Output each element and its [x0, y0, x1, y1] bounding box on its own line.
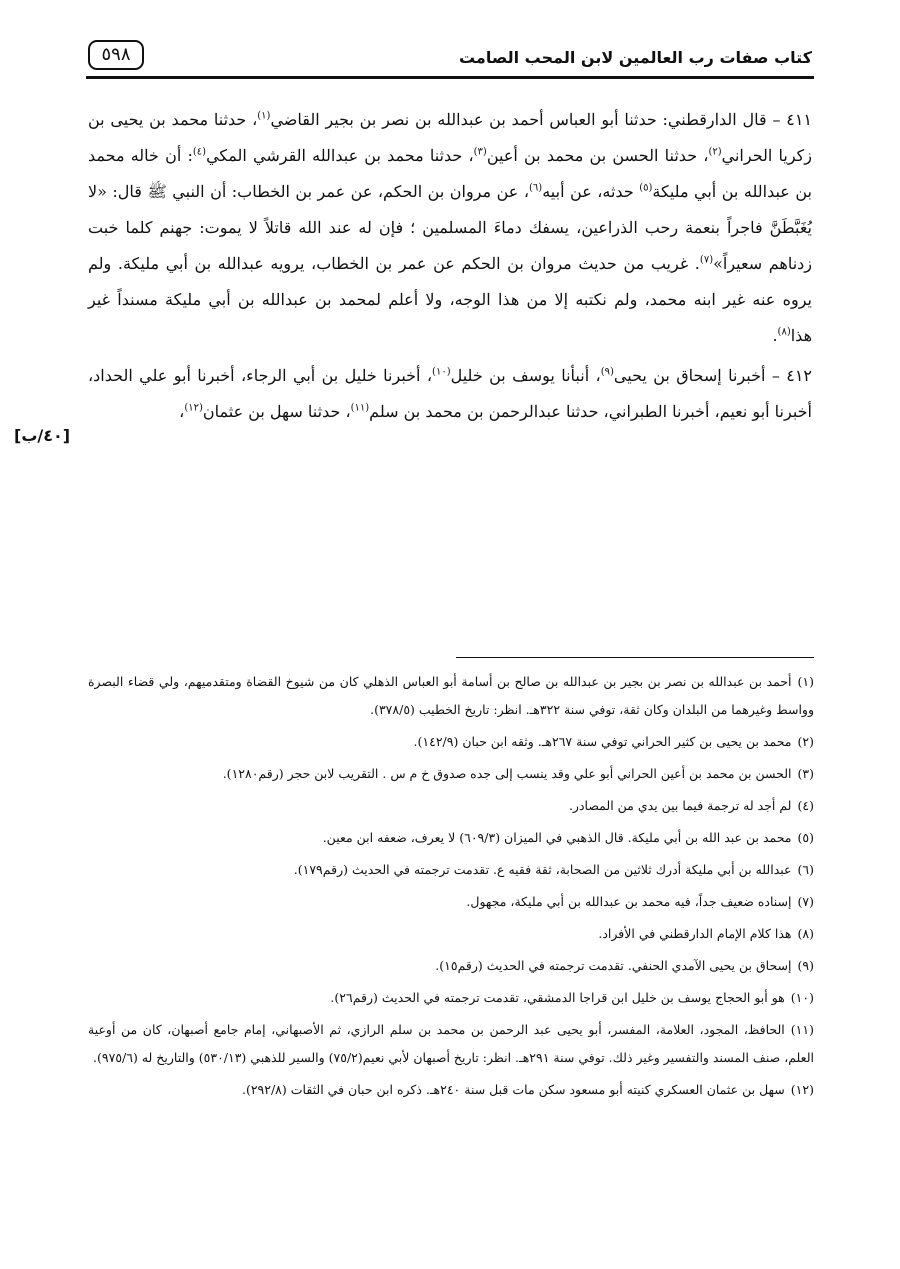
footnote-number: (٢)	[797, 734, 814, 749]
footnote-item	[88, 920, 814, 948]
text-segment: ، حدثنا محمد بن يحيى بن زكريا الحراني	[88, 110, 813, 165]
footnote-separator	[456, 657, 814, 658]
text-segment: ٤١١ – قال الدارقطني: حدثنا أبو العباس أحمد بن عبدالله بن نصر بن بجير القاضي	[270, 110, 813, 129]
footnote-text: إسناده ضعيف جداً، فيه محمد بن عبدالله بن أبي مليكة، مجهول.	[466, 894, 792, 909]
footnote-number: (٧)	[797, 894, 814, 909]
footnote-text: سهل بن عثمان العسكري كنيته أبو مسعود سكن مات قبل سنة ٢٤٠هـ. ذكره ابن حبان في الثقات (٢٩٢/٨).	[241, 1082, 785, 1097]
footnote-number: (١١)	[790, 1022, 814, 1037]
footnote-item	[88, 668, 814, 724]
text-segment: ٤١٢ – أخبرنا إسحاق بن يحيى	[613, 366, 813, 385]
footnote-item	[88, 1076, 814, 1104]
text-segment: .	[772, 326, 778, 345]
footnote-marker[interactable]: (١)	[257, 110, 271, 122]
page-header	[88, 40, 812, 74]
footnote-marker[interactable]: (٧)	[699, 254, 714, 266]
footnote-number: (٦)	[797, 862, 814, 877]
text-segment: ،	[179, 402, 185, 421]
footnote-text: هذا كلام الإمام الدارقطني في الأفراد.	[598, 926, 792, 941]
footnotes	[88, 668, 814, 1108]
book-title: كتاب صفات رب العالمين لابن المحب الصامت	[458, 48, 812, 67]
text-segment: ، عن مروان بن الحكم، عن عمر بن الخطاب: أن النبي ﷺ قال: «لا يُغَبَّطَنَّ فاجراً بنعمة رحب الذراعين، يسفك دماءَ المسلمين ؛ فإن له عند الله قاتلاً لا يموت: جهنم كلما خبت زدناهم سعيراً»	[88, 182, 812, 273]
footnote-number: (١)	[797, 674, 814, 689]
footnote-text: محمد بن يحيى بن كثير الحراني توفي سنة ٢٦٧هـ. وثقه ابن حبان (١٤٢/٩).	[413, 734, 792, 749]
footnote-text: أحمد بن عبدالله بن نصر بن بجير بن عبدالله بن صالح بن أسامة أبو العباس الذهلي كان من شيوخ القضاة ومتقدميهم، ولي قضاء البصرة وواسط وغيرهما من البلدان وكان ثقة، توفي سنة ٣٢٢هـ. انظر: تاريخ الخطيب (٣٧٨/٥).	[88, 674, 814, 717]
footnote-number: (٤)	[797, 798, 814, 813]
main-text	[88, 102, 812, 430]
footnote-text: هو أبو الحجاج يوسف بن خليل ابن قراجا الدمشقي، تقدمت ترجمته في الحديث (رقم٢٦).	[330, 990, 785, 1005]
text-segment: ، حدثنا الحسن بن محمد بن أعين	[486, 146, 709, 165]
hadith-paragraph	[88, 358, 812, 430]
footnote-item	[88, 984, 814, 1012]
footnote-text: لم أجد له ترجمة فيما بين يدي من المصادر.	[568, 798, 792, 813]
text-segment: . غريب من حديث مروان بن الحكم عن عمر بن الخطاب، يرويه عبدالله بن أبي مليكة. ولم يروه عنه غير ابنه محمد، ولم نكتبه إلا من هذا الوجه، ولا أعلم لمحمد بن عبدالله بن أبي مليكة مسنداً غير هذا	[88, 254, 813, 345]
footnote-marker[interactable]: (١٢)	[184, 402, 203, 414]
footnote-item	[88, 856, 814, 884]
footnote-number: (٣)	[797, 766, 814, 781]
text-segment: ، أخبرنا خليل بن أبي الرجاء، أخبرنا أبو علي الحداد، أخبرنا أبو نعيم، أخبرنا الطبراني، حدثنا عبدالرحمن بن محمد بن سلم	[88, 366, 812, 421]
text-segment: حدثه، عن أبيه	[542, 182, 640, 201]
header-rule	[86, 76, 814, 79]
footnote-item	[88, 728, 814, 756]
footnote-item	[88, 760, 814, 788]
footnote-text: الحافظ، المجود، العلامة، المفسر، أبو يحيى عبد الرحمن بن محمد بن سلم الرازي، ثم الأصبهاني، إمام جامع أصبهان، كان من أوعية العلم، صنف المسند والتفسير وغير ذلك. توفي سنة ٢٩١هـ. انظر: تاريخ أصبهان لأبي نعيم(٧٥/٢) والسير للذهبي (٥٣٠/١٣) والتاريخ له (٩٧٥/٦).	[88, 1022, 814, 1065]
footnote-number: (١٠)	[790, 990, 814, 1005]
footnote-marker[interactable]: (١٠)	[432, 366, 451, 378]
footnote-item	[88, 952, 814, 980]
footnote-marker[interactable]: (١١)	[350, 402, 370, 414]
manuscript-folio-note: [٤٠/ب]	[14, 426, 71, 445]
footnote-text: الحسن بن محمد بن أعين الحراني أبو علي وقد ينسب إلى جده صدوق خ م س . التقريب لابن حجر (رقم١٢٨٠).	[222, 766, 792, 781]
footnote-marker[interactable]: (٤)	[192, 146, 207, 158]
footnote-marker[interactable]: (٨)	[777, 326, 791, 338]
text-segment: ، حدثنا محمد بن عبدالله القرشي المكي	[206, 146, 474, 165]
footnote-marker[interactable]: (٥)	[639, 182, 653, 194]
footnote-number: (٩)	[797, 958, 814, 973]
page-number-box: ٥٩٨	[88, 40, 144, 70]
footnote-text: إسحاق بن يحيى الآمدي الحنفي. تقدمت ترجمته في الحديث (رقم١٥).	[435, 958, 792, 973]
footnote-number: (١٢)	[790, 1082, 814, 1097]
footnote-item	[88, 792, 814, 820]
footnote-text: محمد بن عبد الله بن أبي مليكة. قال الذهبي في الميزان (٦٠٩/٣) لا يعرف، ضعفه ابن معين.	[322, 830, 792, 845]
text-segment: ، أنبأنا يوسف بن خليل	[450, 366, 601, 385]
footnote-number: (٨)	[797, 926, 814, 941]
hadith-paragraph	[88, 102, 812, 354]
footnote-marker[interactable]: (٩)	[600, 366, 614, 378]
footnote-number: (٥)	[797, 830, 814, 845]
footnote-item	[88, 1016, 814, 1072]
footnote-marker[interactable]: (٣)	[473, 146, 487, 158]
footnote-item	[88, 888, 814, 916]
footnote-marker[interactable]: (٦)	[529, 182, 543, 194]
text-segment: ، حدثنا سهل بن عثمان	[202, 402, 351, 421]
footnote-text: عبدالله بن أبي مليكة أدرك ثلاثين من الصحابة، ثقة فقيه ع. تقدمت ترجمته في الحديث (رقم١٧٩).	[293, 862, 792, 877]
footnote-marker[interactable]: (٢)	[708, 146, 722, 158]
text-segment: : أن خاله محمد بن عبدالله بن أبي مليكة	[88, 146, 812, 201]
footnote-item	[88, 824, 814, 852]
